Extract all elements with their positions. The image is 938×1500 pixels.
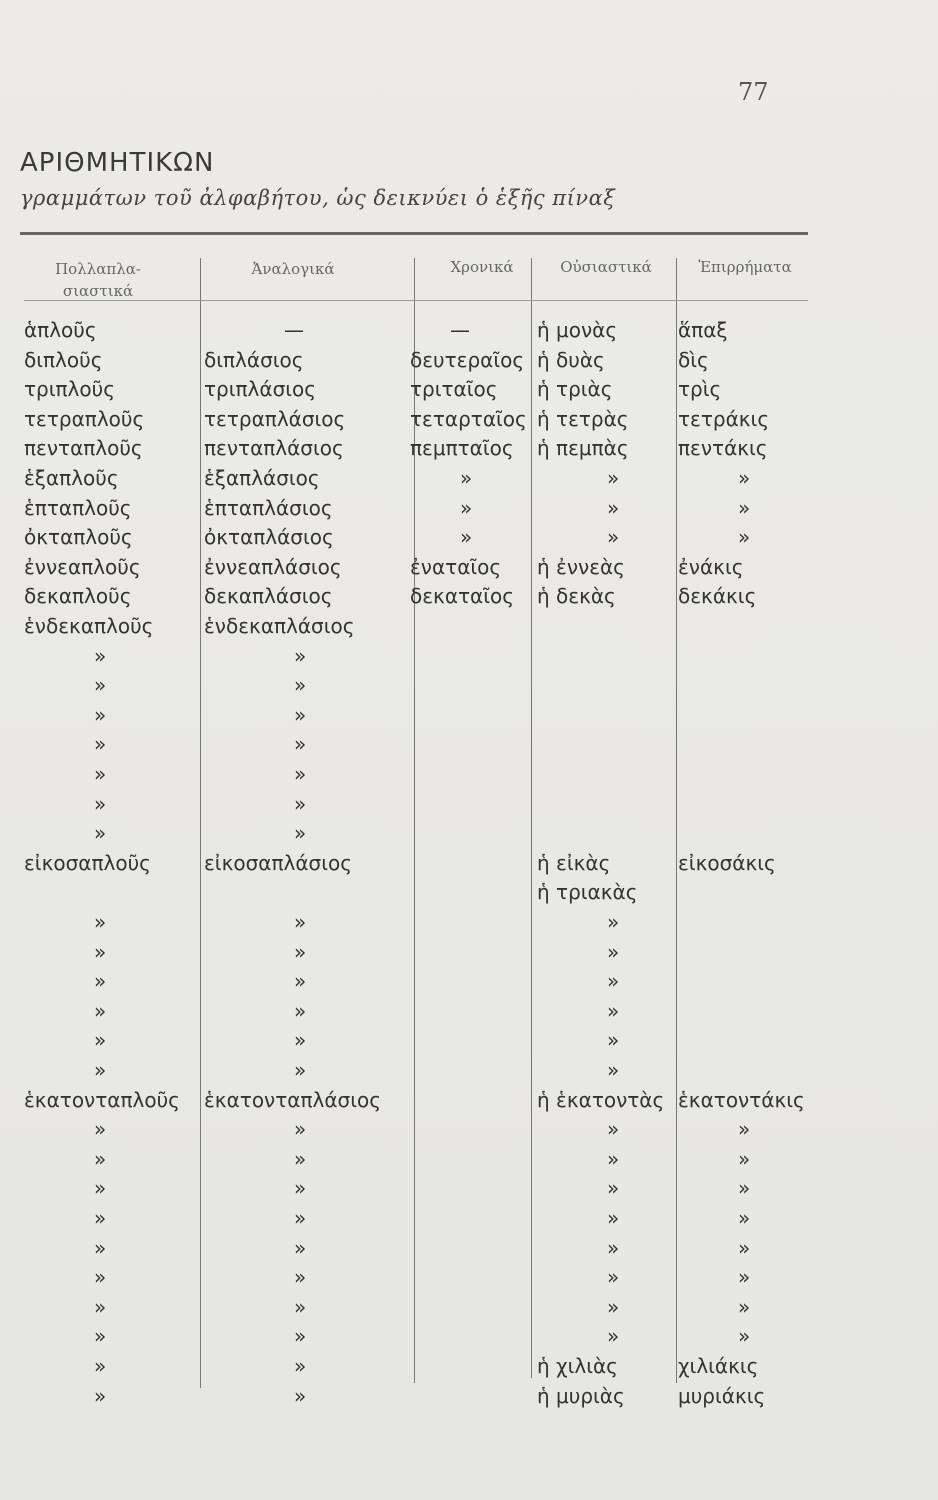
substantive-cell: ἡ τριακὰς [537,880,638,904]
adverb-cell: » [738,1236,751,1260]
substantive-cell: » [607,1147,620,1171]
column-header-substantives: Οὐσιαστικά [560,258,652,276]
adverb-cell: ἑκατοντάκις [678,1088,805,1112]
multiplicative-cell: ἑνδεκαπλοῦς [24,614,154,638]
temporal-cell: δευτεραῖος [410,348,525,372]
proportional-cell: » [294,999,307,1023]
proportional-cell: » [294,1384,307,1408]
substantive-cell: » [607,1265,620,1289]
proportional-cell: » [294,762,307,786]
multiplicative-cell: διπλοῦς [24,348,103,372]
adverb-cell: » [738,466,751,490]
substantive-cell: ἡ δεκὰς [537,584,616,608]
adverb-cell: » [738,525,751,549]
substantive-cell: » [607,969,620,993]
substantive-cell: » [607,940,620,964]
proportional-cell: » [294,821,307,845]
page-subtitle: γραμμάτων τοῦ ἀλφαβήτου, ὡς δεικνύει ὁ ἑξῆς πίναξ [20,186,616,210]
multiplicative-cell: » [94,644,107,668]
temporal-cell: — [450,318,470,342]
multiplicative-cell: » [94,762,107,786]
substantive-cell: ἡ εἰκὰς [537,851,611,875]
proportional-cell: δεκαπλάσιος [204,584,333,608]
multiplicative-cell: ἑξαπλοῦς [24,466,119,490]
temporal-cell: τριταῖος [410,377,498,401]
proportional-cell: εἰκοσαπλάσιος [204,851,352,875]
substantive-cell: » [607,1206,620,1230]
proportional-cell: τετραπλάσιος [204,407,346,431]
proportional-cell: » [294,644,307,668]
proportional-cell: » [294,1176,307,1200]
proportional-cell: — [284,318,304,342]
proportional-cell: τριπλάσιος [204,377,316,401]
proportional-cell: ἑπταπλάσιος [204,496,333,520]
multiplicative-cell: » [94,1058,107,1082]
adverb-cell: » [738,496,751,520]
substantive-cell: » [607,1117,620,1141]
multiplicative-cell: » [94,1147,107,1171]
multiplicative-cell: » [94,1384,107,1408]
multiplicative-cell: ὀκταπλοῦς [24,525,133,549]
proportional-cell: » [294,1295,307,1319]
adverb-cell: » [738,1295,751,1319]
header-rule [20,232,808,235]
substantive-cell: ἡ χιλιὰς [537,1354,618,1378]
multiplicative-cell: » [94,1028,107,1052]
multiplicative-cell: ἁπλοῦς [24,318,97,342]
substantive-cell: ἡ ἑκατοντὰς [537,1088,665,1112]
substantive-cell: » [607,1028,620,1052]
temporal-cell: δεκαταῖος [410,584,514,608]
page-title: ΑΡΙΘΜΗΤΙΚΩΝ [20,148,215,178]
multiplicative-cell: » [94,821,107,845]
adverb-cell: πεντάκις [678,436,768,460]
multiplicative-cell: » [94,999,107,1023]
substantive-cell: ἡ μυριὰς [537,1384,625,1408]
substantive-cell: » [607,1295,620,1319]
column-header-multiplicatives: Πολλαπλα-σιαστικά [55,260,141,300]
adverb-cell: » [738,1324,751,1348]
proportional-cell: » [294,1236,307,1260]
multiplicative-cell: » [94,792,107,816]
multiplicative-cell: » [94,940,107,964]
proportional-cell: ἑξαπλάσιος [204,466,320,490]
column-divider [200,258,201,1388]
multiplicative-cell: τετραπλοῦς [24,407,145,431]
proportional-cell: » [294,732,307,756]
adverb-cell: » [738,1147,751,1171]
proportional-cell: » [294,910,307,934]
proportional-cell: ὀκταπλάσιος [204,525,334,549]
multiplicative-cell: ἑκατονταπλοῦς [24,1088,180,1112]
adverb-cell: δὶς [678,348,709,372]
substantive-cell: ἡ ἐννεὰς [537,555,625,579]
adverb-cell: μυριάκις [678,1384,766,1408]
substantive-cell: » [607,466,620,490]
multiplicative-cell: εἰκοσαπλοῦς [24,851,151,875]
column-header-proportionals: Ἀναλογικά [251,260,335,278]
substantive-cell: » [607,496,620,520]
proportional-cell: διπλάσιος [204,348,304,372]
proportional-cell: » [294,1265,307,1289]
adverb-cell: » [738,1206,751,1230]
column-header-temporals: Χρονικά [450,258,514,276]
multiplicative-cell: » [94,969,107,993]
proportional-cell: πενταπλάσιος [204,436,344,460]
multiplicative-cell: » [94,1324,107,1348]
substantive-cell: ἡ μονὰς [537,318,618,342]
proportional-cell: ἑκατονταπλάσιος [204,1088,381,1112]
multiplicative-cell: » [94,1206,107,1230]
proportional-cell: » [294,703,307,727]
proportional-cell: » [294,1206,307,1230]
adverb-cell: ἅπαξ [678,318,728,342]
proportional-cell: » [294,969,307,993]
multiplicative-cell: τριπλοῦς [24,377,115,401]
multiplicative-cell: » [94,732,107,756]
temporal-cell: ἐναταῖος [410,555,502,579]
multiplicative-cell: » [94,1354,107,1378]
proportional-cell: » [294,1324,307,1348]
column-header-adverbs: Ἐπιρρήματα [698,258,792,276]
substantive-cell: » [607,910,620,934]
substantive-cell: » [607,1324,620,1348]
proportional-cell: » [294,1117,307,1141]
temporal-cell: » [460,466,473,490]
multiplicative-cell: » [94,1236,107,1260]
adverb-cell: » [738,1117,751,1141]
multiplicative-cell: » [94,910,107,934]
adverb-cell: » [738,1265,751,1289]
column-divider [531,258,532,1378]
multiplicative-cell: πενταπλοῦς [24,436,143,460]
substantive-cell: » [607,1236,620,1260]
multiplicative-cell: » [94,673,107,697]
multiplicative-cell: » [94,1117,107,1141]
multiplicative-cell: » [94,1265,107,1289]
adverb-cell: » [738,1176,751,1200]
multiplicative-cell: ἐννεαπλοῦς [24,555,141,579]
header-bottom-rule [24,300,808,301]
proportional-cell: » [294,1028,307,1052]
multiplicative-cell: ἑπταπλοῦς [24,496,132,520]
proportional-cell: » [294,792,307,816]
substantive-cell: » [607,999,620,1023]
adverb-cell: τρὶς [678,377,722,401]
proportional-cell: ἑνδεκαπλάσιος [204,614,355,638]
column-divider [676,258,677,1383]
multiplicative-cell: » [94,1295,107,1319]
substantive-cell: » [607,1176,620,1200]
proportional-cell: » [294,940,307,964]
proportional-cell: » [294,673,307,697]
temporal-cell: » [460,496,473,520]
substantive-cell: ἡ πεμπὰς [537,436,629,460]
table-header [0,252,938,298]
multiplicative-cell: » [94,703,107,727]
temporal-cell: τεταρταῖος [410,407,527,431]
adverb-cell: τετράκις [678,407,770,431]
proportional-cell: » [294,1147,307,1171]
substantive-cell: » [607,1058,620,1082]
proportional-cell: ἐννεαπλάσιος [204,555,342,579]
substantive-cell: ἡ τετρὰς [537,407,629,431]
multiplicative-cell: » [94,1176,107,1200]
adverb-cell: δεκάκις [678,584,757,608]
temporal-cell: πεμπταῖος [410,436,514,460]
adverb-cell: εἰκοσάκις [678,851,776,875]
adverb-cell: χιλιάκις [678,1354,759,1378]
temporal-cell: » [460,525,473,549]
adverb-cell: ἐνάκις [678,555,744,579]
substantive-cell: » [607,525,620,549]
substantive-cell: ἡ τριὰς [537,377,613,401]
substantive-cell: ἡ δυὰς [537,348,605,372]
multiplicative-cell: δεκαπλοῦς [24,584,132,608]
proportional-cell: » [294,1354,307,1378]
page-number: 77 [738,78,769,106]
proportional-cell: » [294,1058,307,1082]
